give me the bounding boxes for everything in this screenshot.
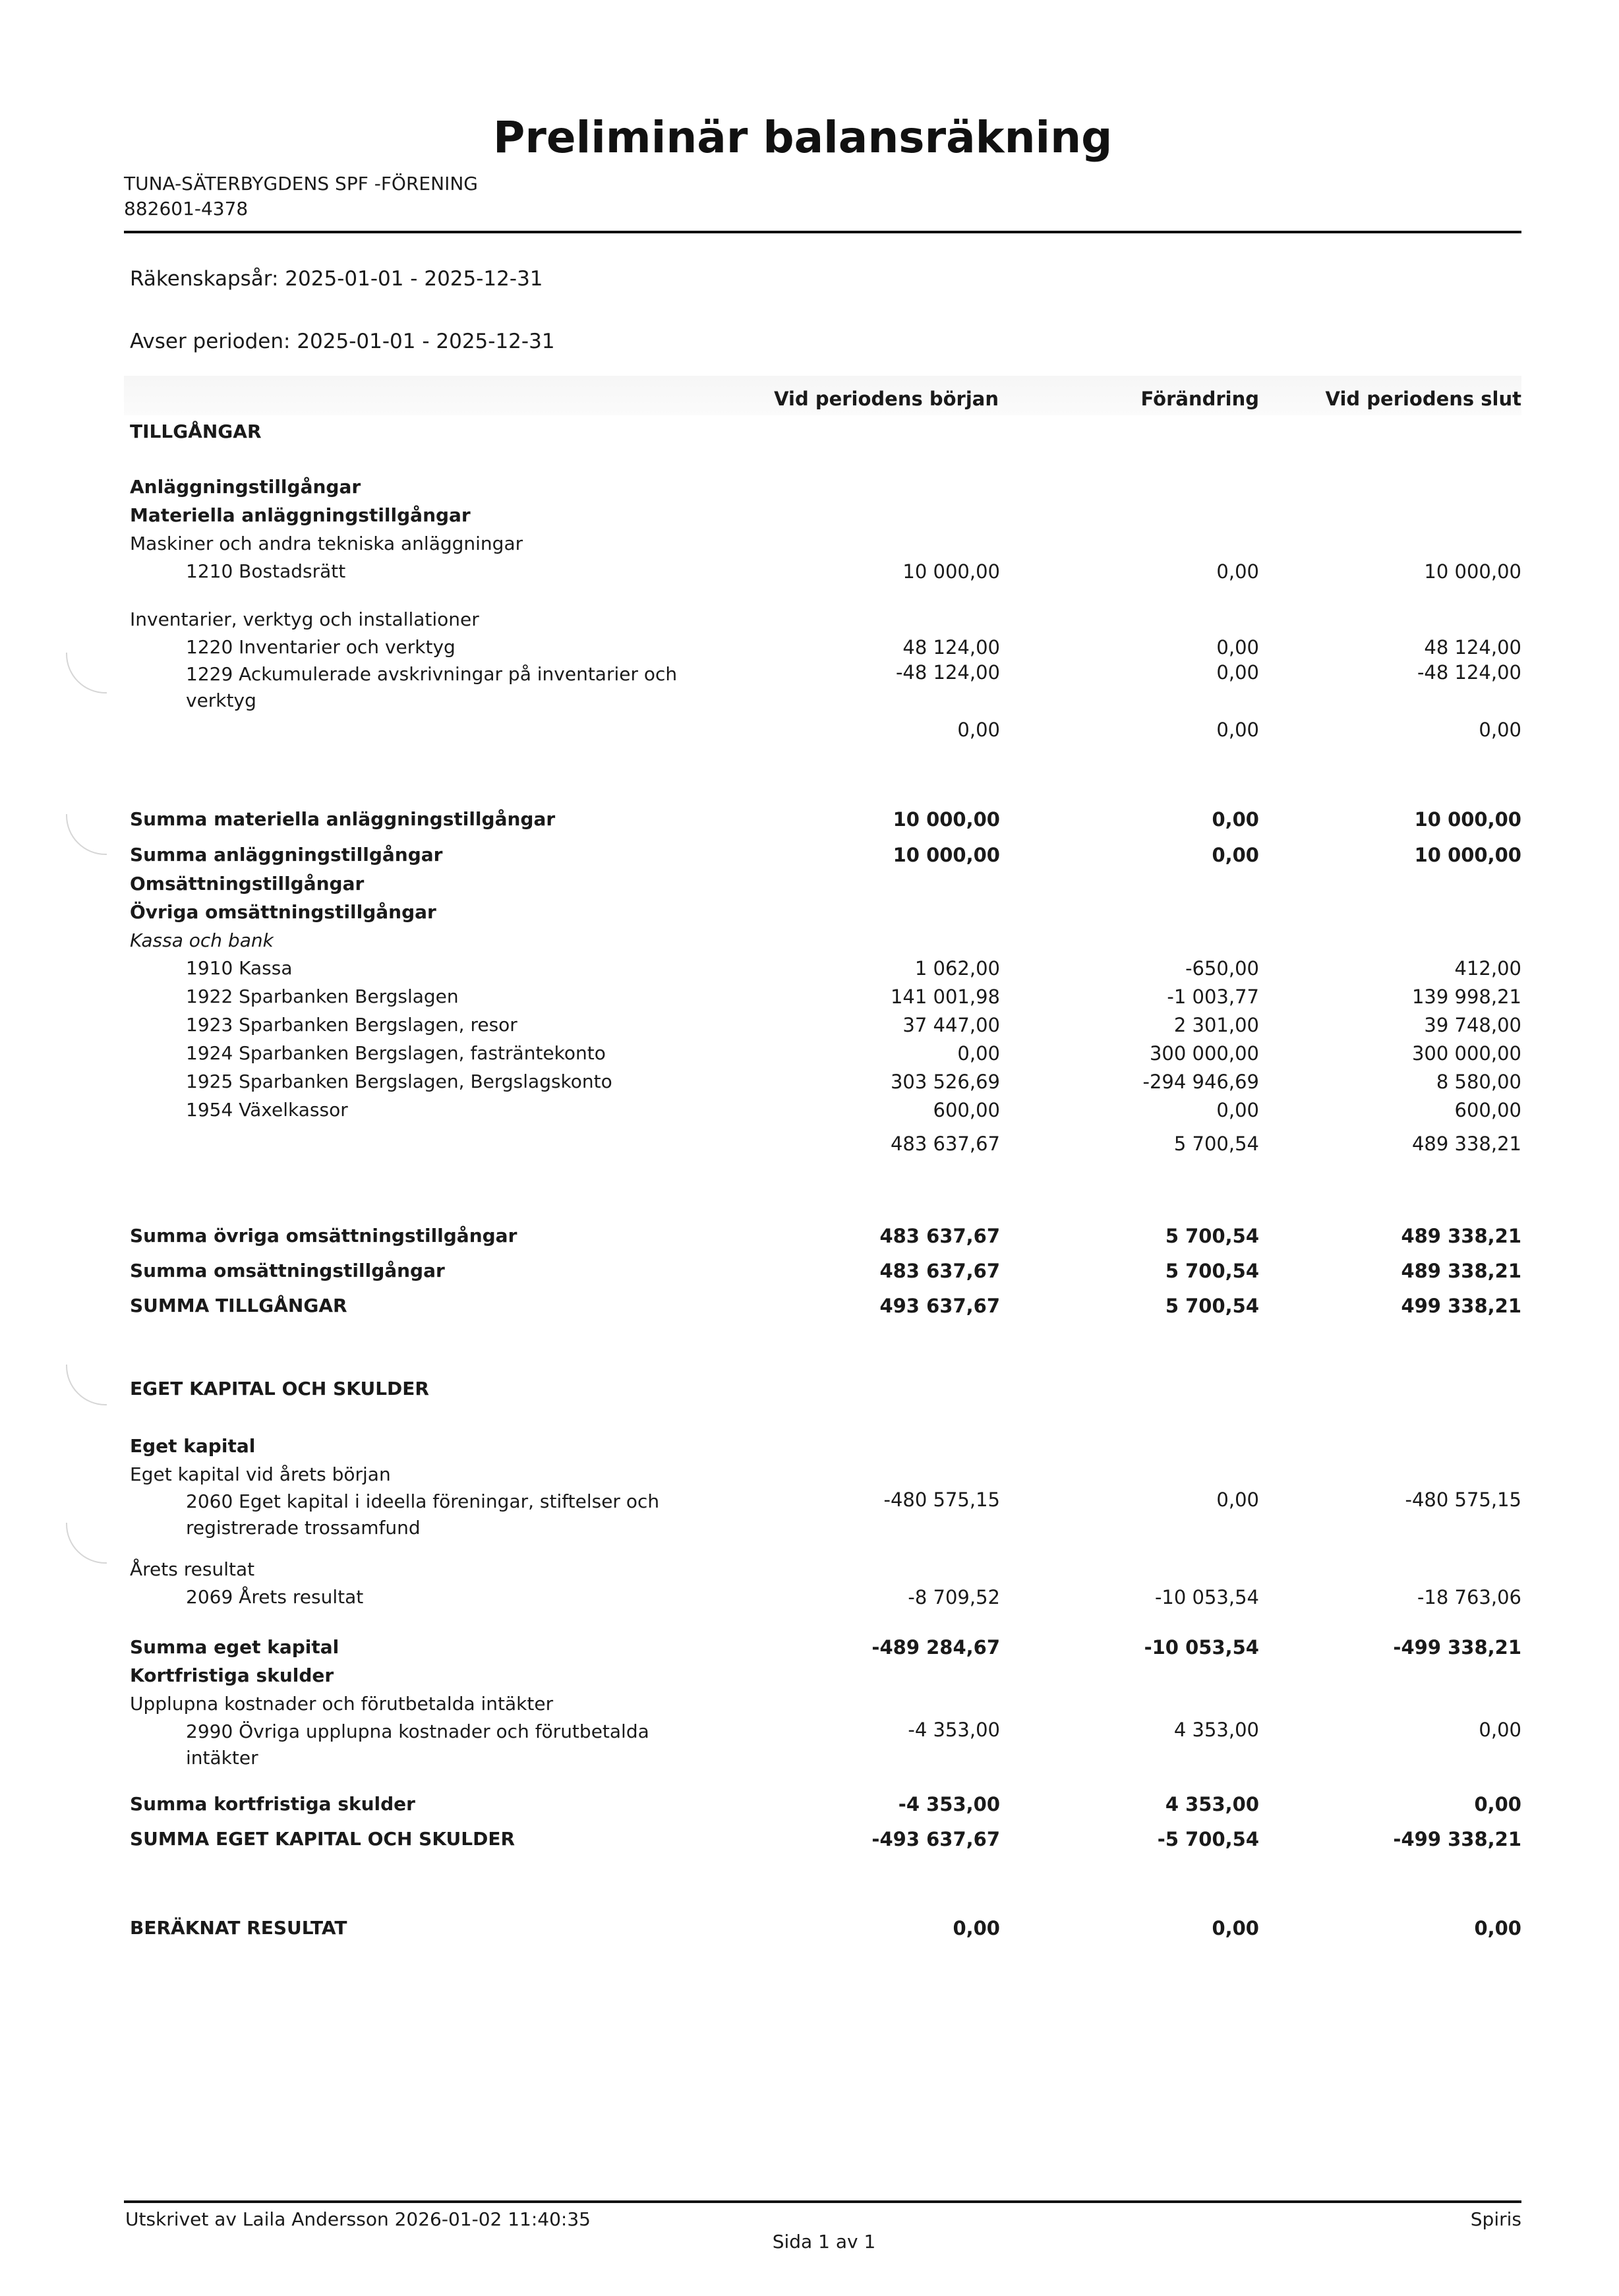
subgroup-row <box>0 1558 1619 1585</box>
sum-row <box>0 844 1619 870</box>
account-row <box>0 560 1619 587</box>
account-row <box>0 1042 1619 1069</box>
account-row <box>0 1719 1619 1771</box>
row-label: TILLGÅNGAR <box>130 421 262 442</box>
subgroup-row <box>0 533 1619 559</box>
value-change: -5 700,54 <box>1157 1828 1259 1850</box>
value-start: 141 001,98 <box>890 986 1000 1008</box>
value-change: 2 301,00 <box>1173 1014 1259 1036</box>
value-change: -10 053,54 <box>1154 1586 1259 1608</box>
value-end: 489 338,21 <box>1411 1133 1521 1155</box>
value-end: 139 998,21 <box>1411 986 1521 1008</box>
sum-row <box>0 1917 1619 1943</box>
header-divider <box>124 231 1521 233</box>
sum-row <box>0 1225 1619 1251</box>
report-period: Avser perioden: 2025-01-01 - 2025-12-31 <box>130 330 555 353</box>
value-change: 0,00 <box>1216 1488 1259 1511</box>
row-label: Eget kapital vid årets början <box>130 1463 391 1485</box>
value-change: 5 700,54 <box>1165 1225 1259 1247</box>
value-start: -480 575,15 <box>883 1488 1000 1511</box>
value-end: 8 580,00 <box>1436 1071 1521 1093</box>
value-start: 0,00 <box>953 1917 1000 1939</box>
value-start: 37 447,00 <box>902 1014 1000 1036</box>
row-label: 1220 Inventarier och verktyg <box>186 636 456 658</box>
account-row <box>0 1488 1619 1541</box>
value-change: 0,00 <box>1216 719 1259 741</box>
row-label: 1922 Sparbanken Bergslagen <box>186 986 459 1007</box>
value-change: 0,00 <box>1212 1917 1259 1939</box>
row-label: Omsättningstillgångar <box>130 873 365 895</box>
software-name: Spiris <box>1470 2208 1521 2230</box>
row-label: 2069 Årets resultat <box>186 1586 364 1608</box>
row-label: Summa eget kapital <box>130 1636 339 1658</box>
subgroup-row <box>0 608 1619 635</box>
group-row <box>0 873 1619 899</box>
section-row <box>0 1378 1619 1404</box>
row-label: Övriga omsättningstillgångar <box>130 901 436 923</box>
value-start: -8 709,52 <box>908 1586 1000 1608</box>
value-start: 48 124,00 <box>902 636 1000 659</box>
value-change: 0,00 <box>1216 661 1259 684</box>
column-header-start: Vid periodens början <box>774 388 999 410</box>
printed-by: Utskrivet av Laila Andersson 2026-01-02 11:40:35 <box>125 2208 591 2230</box>
row-label: 1229 Ackumulerade avskrivningar på inventarier och verktyg <box>186 663 678 711</box>
value-start: 483 637,67 <box>879 1260 1000 1282</box>
group-row <box>0 504 1619 531</box>
row-label: 1910 Kassa <box>186 957 293 979</box>
value-change: 0,00 <box>1216 560 1259 583</box>
row-label: Eget kapital <box>130 1435 256 1457</box>
value-end: 489 338,21 <box>1401 1260 1521 1282</box>
row-label: 1925 Sparbanken Bergslagen, Bergslagskonto <box>186 1071 612 1092</box>
column-header-change: Förändring <box>1140 388 1259 410</box>
value-start: -48 124,00 <box>895 661 1000 684</box>
group-row <box>0 476 1619 502</box>
group-row <box>0 901 1619 927</box>
sum-row <box>0 1260 1619 1286</box>
value-end: 10 000,00 <box>1414 844 1521 866</box>
value-change: -10 053,54 <box>1144 1636 1259 1659</box>
account-row <box>0 1014 1619 1040</box>
row-label: Kortfristiga skulder <box>130 1664 334 1686</box>
account-row <box>0 636 1619 662</box>
row-label: Summa anläggningstillgångar <box>130 844 443 866</box>
value-start: -4 353,00 <box>898 1793 1000 1815</box>
value-end: 0,00 <box>1474 1917 1521 1939</box>
row-label: Summa övriga omsättningstillgångar <box>130 1225 517 1247</box>
value-start: 483 637,67 <box>879 1225 1000 1247</box>
row-label: Kassa och bank <box>130 929 274 951</box>
value-end: -18 763,06 <box>1417 1586 1521 1608</box>
value-change: -650,00 <box>1185 957 1259 980</box>
sum-row <box>0 808 1619 835</box>
row-label: SUMMA TILLGÅNGAR <box>130 1295 347 1316</box>
row-label: Materiella anläggningstillgångar <box>130 504 471 526</box>
row-label: SUMMA EGET KAPITAL OCH SKULDER <box>130 1828 515 1850</box>
value-change: 0,00 <box>1216 636 1259 659</box>
organization-number: 882601-4378 <box>124 198 249 220</box>
row-label: 2990 Övriga upplupna kostnader och förutbetalda intäkter <box>186 1721 649 1769</box>
value-change: 0,00 <box>1212 808 1259 831</box>
value-start: 483 637,67 <box>890 1133 1000 1155</box>
column-header-end: Vid periodens slut <box>1325 388 1521 410</box>
group-row <box>0 1664 1619 1691</box>
value-end: 499 338,21 <box>1401 1295 1521 1317</box>
value-change: 0,00 <box>1212 844 1259 866</box>
row-label: Anläggningstillgångar <box>130 476 361 498</box>
value-start: 10 000,00 <box>893 844 1000 866</box>
subgroup-row <box>0 1463 1619 1490</box>
value-end: 39 748,00 <box>1424 1014 1521 1036</box>
row-label: Summa materiella anläggningstillgångar <box>130 808 556 830</box>
row-label: 1923 Sparbanken Bergslagen, resor <box>186 1014 517 1036</box>
value-change: -1 003,77 <box>1167 986 1259 1008</box>
row-label: BERÄKNAT RESULTAT <box>130 1917 347 1939</box>
row-label: 1954 Växelkassor <box>186 1099 348 1121</box>
sum-row <box>0 1295 1619 1321</box>
value-end: 10 000,00 <box>1414 808 1521 831</box>
value-change: -294 946,69 <box>1142 1071 1259 1093</box>
account-row <box>0 1071 1619 1097</box>
row-label: 2060 Eget kapital i ideella föreningar, stiftelser och registrerade trossamfund <box>186 1490 660 1539</box>
account-row <box>0 986 1619 1012</box>
value-start: 10 000,00 <box>893 808 1000 831</box>
value-end: -499 338,21 <box>1393 1828 1521 1850</box>
account-row <box>0 957 1619 984</box>
section-row <box>0 421 1619 447</box>
subgroup-row <box>0 1693 1619 1719</box>
value-start: 0,00 <box>957 719 1000 741</box>
value-change: 4 353,00 <box>1173 1719 1259 1741</box>
page-title: Preliminär balansräkning <box>493 112 1113 163</box>
row-label: EGET KAPITAL OCH SKULDER <box>130 1378 429 1399</box>
fiscal-year: Räkenskapsår: 2025-01-01 - 2025-12-31 <box>130 267 543 291</box>
value-end: 600,00 <box>1454 1099 1521 1121</box>
value-start: 0,00 <box>957 1042 1000 1065</box>
value-change: 0,00 <box>1216 1099 1259 1121</box>
footer-divider <box>124 2200 1521 2203</box>
organization-name: TUNA-SÄTERBYGDENS SPF -FÖRENING <box>124 173 478 194</box>
value-start: 303 526,69 <box>890 1071 1000 1093</box>
value-start: 10 000,00 <box>902 560 1000 583</box>
row-label: 1210 Bostadsrätt <box>186 560 346 582</box>
value-end: -499 338,21 <box>1393 1636 1521 1659</box>
value-change: 5 700,54 <box>1165 1295 1259 1317</box>
value-end: 10 000,00 <box>1424 560 1521 583</box>
value-start: -493 637,67 <box>871 1828 1000 1850</box>
row-label: Inventarier, verktyg och installationer <box>130 608 479 630</box>
value-end: 48 124,00 <box>1424 636 1521 659</box>
sum-row <box>0 1793 1619 1819</box>
value-start: 493 637,67 <box>879 1295 1000 1317</box>
row-label: Upplupna kostnader och förutbetalda intäkter <box>130 1693 554 1715</box>
value-end: 489 338,21 <box>1401 1225 1521 1247</box>
value-end: 0,00 <box>1479 719 1521 741</box>
value-end: 0,00 <box>1479 1719 1521 1741</box>
value-change: 300 000,00 <box>1149 1042 1259 1065</box>
value-start: 1 062,00 <box>914 957 1000 980</box>
subtotal-row <box>0 1133 1619 1159</box>
row-label: Summa omsättningstillgångar <box>130 1260 445 1281</box>
account-row <box>0 661 1619 714</box>
value-change: 4 353,00 <box>1165 1793 1259 1815</box>
subtotal-row <box>0 719 1619 745</box>
value-change: 5 700,54 <box>1165 1260 1259 1282</box>
subgroup-row <box>0 929 1619 956</box>
row-label: Årets resultat <box>130 1558 255 1580</box>
row-label: Maskiner och andra tekniska anläggningar <box>130 533 523 554</box>
row-label: Summa kortfristiga skulder <box>130 1793 415 1815</box>
group-row <box>0 1435 1619 1461</box>
value-change: 5 700,54 <box>1173 1133 1259 1155</box>
sum-row <box>0 1828 1619 1854</box>
row-label: 1924 Sparbanken Bergslagen, fasträntekonto <box>186 1042 606 1064</box>
account-row <box>0 1586 1619 1612</box>
value-start: 600,00 <box>933 1099 1000 1121</box>
value-start: -489 284,67 <box>871 1636 1000 1659</box>
value-end: 412,00 <box>1454 957 1521 980</box>
sum-row <box>0 1636 1619 1663</box>
value-end: -48 124,00 <box>1417 661 1521 684</box>
value-end: 0,00 <box>1474 1793 1521 1815</box>
value-start: -4 353,00 <box>908 1719 1000 1741</box>
value-end: -480 575,15 <box>1405 1488 1521 1511</box>
page-number: Sida 1 av 1 <box>772 2231 876 2252</box>
account-row <box>0 1099 1619 1125</box>
value-end: 300 000,00 <box>1411 1042 1521 1065</box>
